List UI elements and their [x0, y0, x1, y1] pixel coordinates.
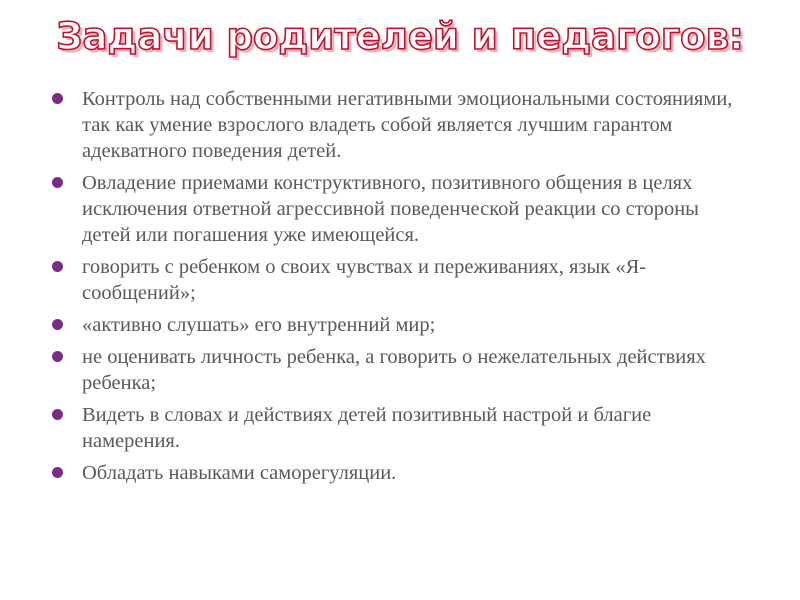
bullet-dot-icon: [52, 467, 63, 478]
bullet-dot-icon: [52, 409, 63, 420]
list-item-text: говорить с ребенком о своих чувствах и переживаниях, язык «Я-сообщений»;: [82, 256, 647, 304]
list-item-text: Контроль над собственными негативными эмоциональными состояниями, так как умение взрослого владеть собой является лучшим гарантом адекватного поведения детей.: [82, 88, 733, 162]
list-item-text: «активно слушать» его внутренний мир;: [82, 314, 436, 336]
list-item: [52, 402, 752, 454]
list-item: [52, 460, 752, 486]
bullet-dot-icon: [52, 261, 63, 272]
list-item: [52, 344, 752, 396]
list-item: [52, 312, 752, 338]
list-item: [52, 170, 752, 248]
list-item: [52, 254, 752, 306]
list-item: [52, 86, 752, 164]
bullet-dot-icon: [52, 177, 63, 188]
bullet-dot-icon: [52, 319, 63, 330]
bullet-list: [52, 86, 752, 492]
list-item-text: Обладать навыками саморегуляции.: [82, 462, 397, 484]
list-item-text: Овладение приемами конструктивного, позитивного общения в целях исключения ответной агрессивной поведенческой реакции со стороны детей или погашения уже имеющейся.: [82, 172, 699, 246]
bullet-dot-icon: [52, 93, 63, 104]
list-item-text: Видеть в словах и действиях детей позитивный настрой и благие намерения.: [82, 404, 652, 452]
slide-title: Задачи родителей и педагогов:: [56, 15, 744, 58]
list-item-text: не оценивать личность ребенка, а говорить о нежелательных действиях ребенка;: [82, 346, 706, 394]
bullet-dot-icon: [52, 351, 63, 362]
